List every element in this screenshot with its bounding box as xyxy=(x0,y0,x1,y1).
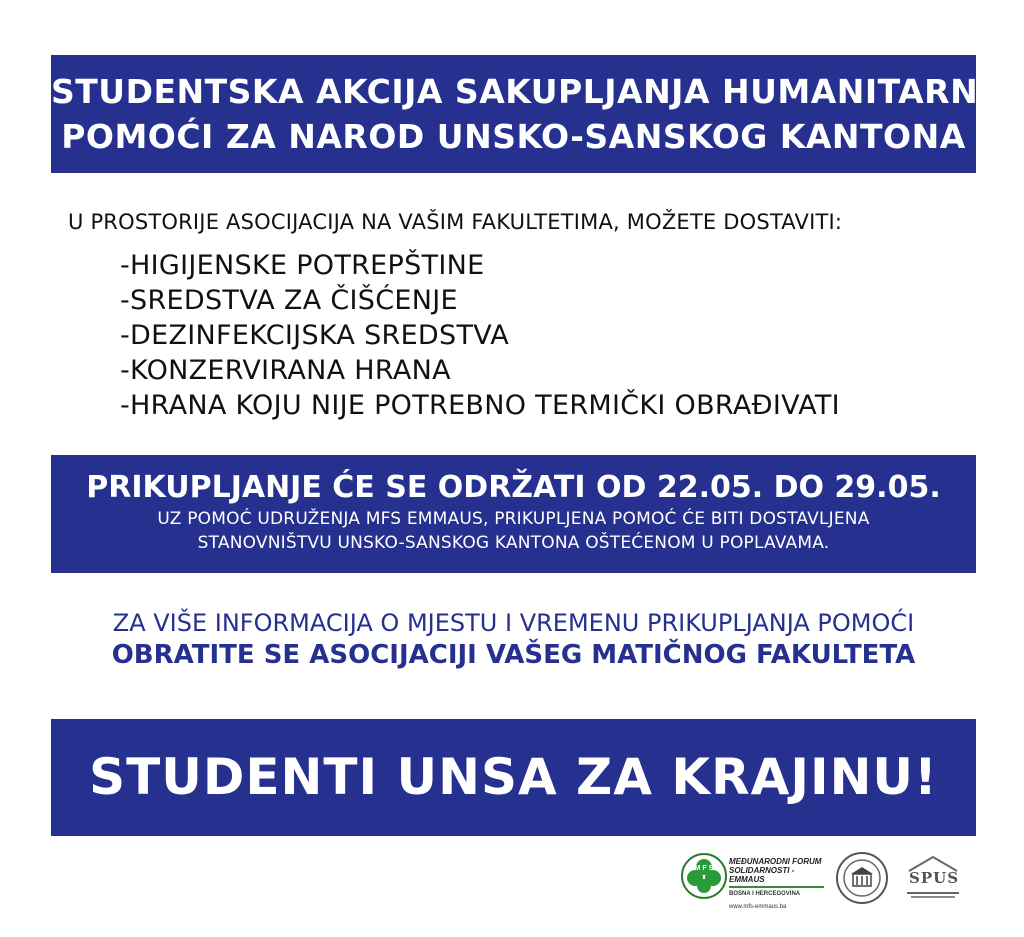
spus-text: SPUS xyxy=(909,869,960,887)
title-banner xyxy=(51,55,1002,173)
intro-text: U PROSTORIJE ASOCIJACIJA NA VAŠIM FAKULTETIMA, MOŽETE DOSTAVITI: xyxy=(68,210,843,234)
mfs-url: www.mfs-emmaus.ba xyxy=(729,904,787,910)
clover-icon xyxy=(681,853,727,899)
title-line-2: POMOĆI ZA NAROD UNSKO-SANSKOG KANTONA xyxy=(61,117,966,156)
mfs-divider xyxy=(729,886,824,888)
slogan-text: STUDENTI UNSA ZA KRAJINU! xyxy=(89,748,938,806)
title-line-1: STUDENTSKA AKCIJA SAKUPLJANJA HUMANITARNE xyxy=(51,72,1002,111)
info-text xyxy=(51,608,976,672)
info-line-1: ZA VIŠE INFORMACIJA O MJESTU I VREMENU PRIKUPLJANJA POMOĆI xyxy=(112,609,915,637)
list-item: -KONZERVIRANA HRANA xyxy=(120,355,451,386)
collection-dates: PRIKUPLJANJE ĆE SE ODRŽATI OD 22.05. DO 29.05. xyxy=(86,470,941,505)
mfs-subtitle: BOSNA I HERCEGOVINA xyxy=(729,891,801,897)
list-item: -DEZINFEKCIJSKA SREDSTVA xyxy=(120,320,510,351)
university-seal-icon xyxy=(836,852,888,904)
list-item: -HRANA KOJU NIJE POTREBNO TERMIČKI OBRAĐIVATI xyxy=(120,390,840,421)
list-item: -SREDSTVA ZA ČIŠĆENJE xyxy=(120,285,458,316)
mfs-name-line-1: MEĐUNARODNI FORUM xyxy=(729,857,822,866)
mfs-emblem-letters: M F S xyxy=(694,865,714,872)
slogan-banner xyxy=(51,719,976,836)
date-subtext-2: STANOVNIŠTVU UNSKO-SANSKOG KANTONA OŠTEĆENOM U POPLAVAMA. xyxy=(197,533,830,553)
spus-logo xyxy=(901,853,965,903)
donation-items-list xyxy=(120,248,840,423)
mfs-emmaus-logo xyxy=(681,853,831,910)
mfs-name-line-2: SOLIDARNOSTI - EMMAUS xyxy=(729,866,795,884)
list-item: -HIGIJENSKE POTREPŠTINE xyxy=(120,250,485,281)
date-subtext-1: UZ POMOĆ UDRUŽENJA MFS EMMAUS, PRIKUPLJENA POMOĆ ĆE BITI DOSTAVLJENA xyxy=(157,509,870,529)
info-line-2: OBRATITE SE ASOCIJACIJI VAŠEG MATIČNOG FAKULTETA xyxy=(111,640,916,670)
date-banner xyxy=(51,455,976,573)
